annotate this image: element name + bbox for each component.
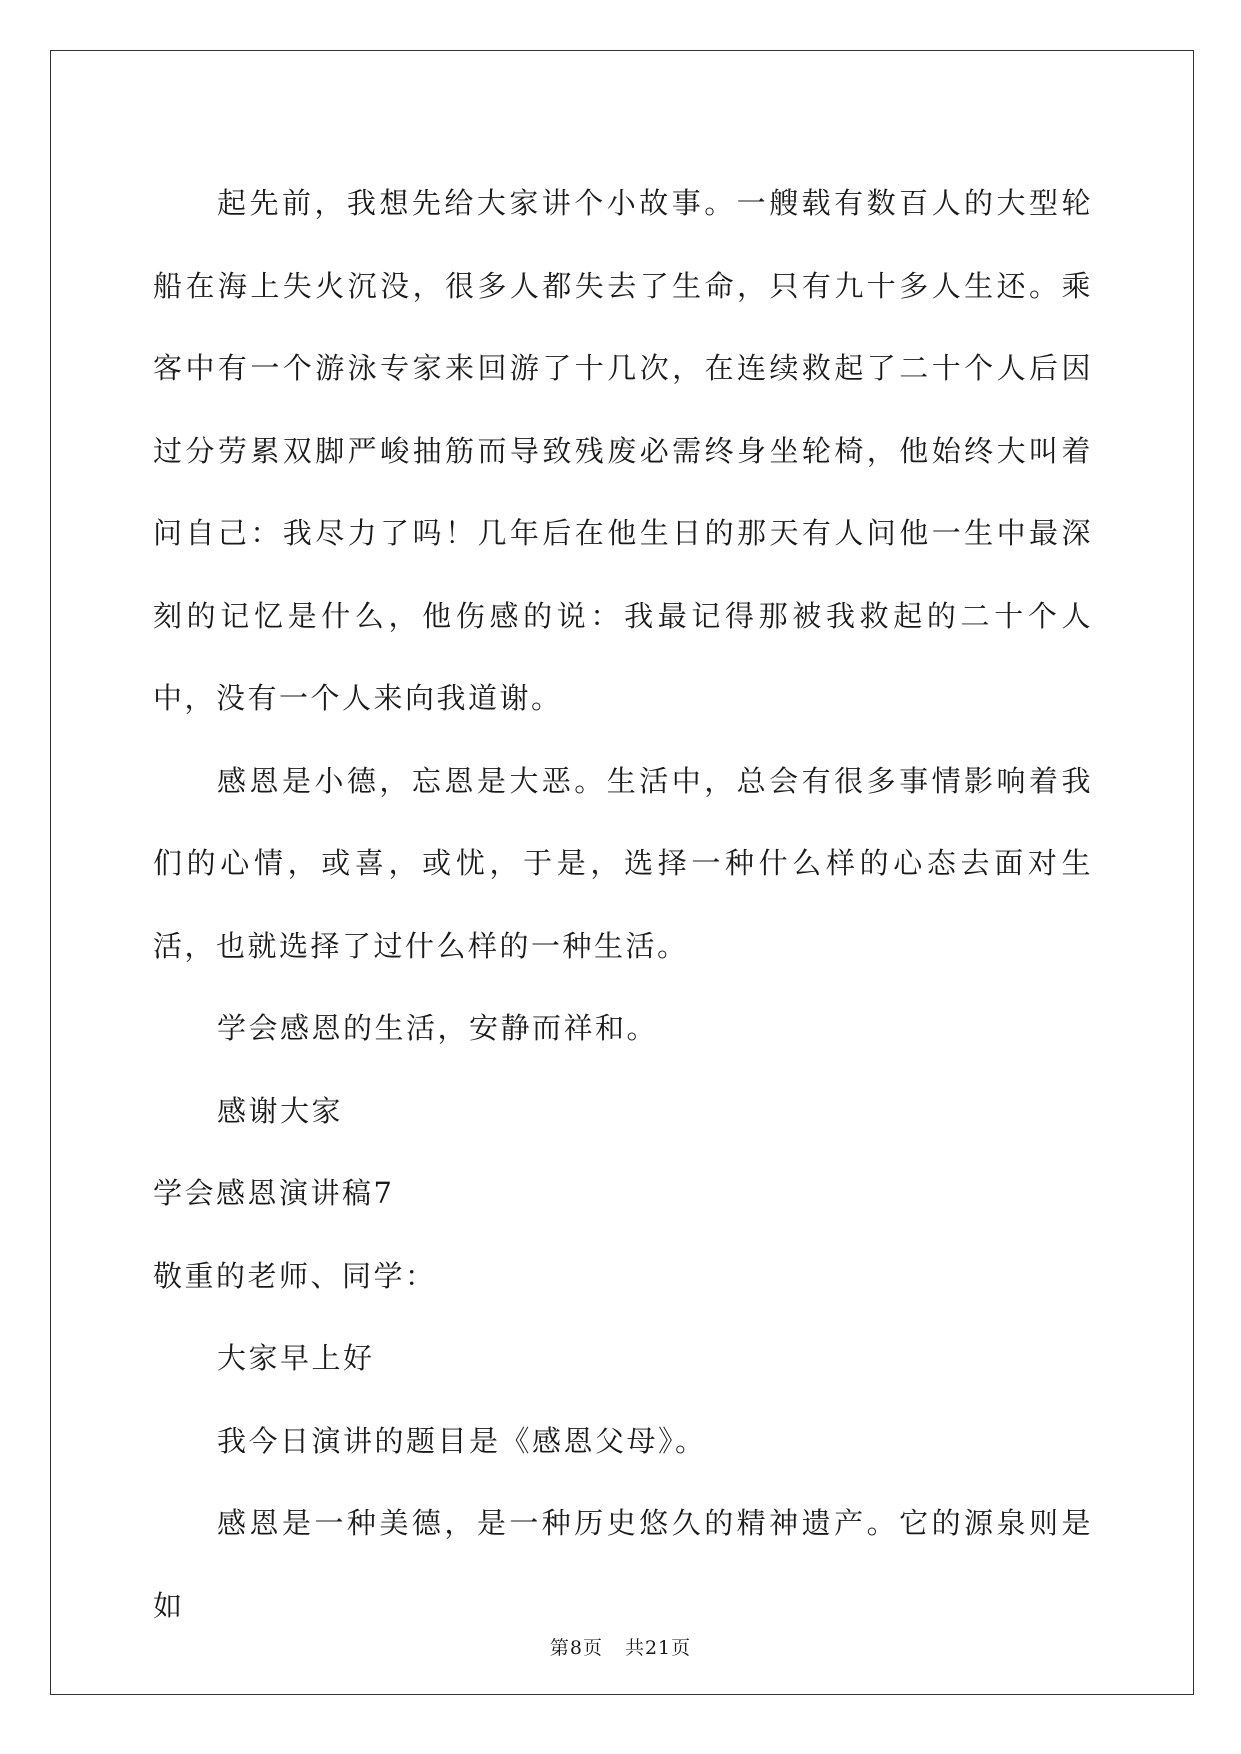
document-body [153,162,1093,1647]
paragraph-thanks: 感谢大家 [217,1093,344,1128]
paragraph-topic: 我今日演讲的题目是《感恩父母》。 [217,1423,707,1458]
section-heading: 学会感恩演讲稿7 [153,1176,395,1210]
paragraph-gratitude-virtue: 感恩是小德，忘恩是大恶。生活中，总会有很多事情影响着我们的心情，或喜，或忧，于是，选择一种什么样的心态去面对生活，也就选择了过什么样的一种生活。 [153,763,1093,963]
total-pages: 共21页 [624,1637,692,1659]
paragraph-story: 起先前，我想先给大家讲个小故事。一艘载有数百人的大型轮船在海上失火沉没，很多人都失去了生命，只有九十多人生还。乘客中有一个游泳专家来回游了十几次，在连续救起了二十个人后因过分劳累双脚严峻抽筋而导致残废必需终身坐轮椅，他始终大叫着问自己：我尽力了吗！几年后在他生日的那天有人问他一生中最深刻的记忆是什么，他伤感的说：我最记得那被我救起的二十个人中，没有一个人来向我道谢。 [153,186,1093,715]
paragraph-greeting: 大家早上好 [217,1341,375,1375]
paragraph-virtue: 感恩是一种美德，是一种历史悠久的精神遗产。它的源泉则是如 [153,1506,1093,1623]
salutation: 敬重的老师、同学： [153,1258,437,1293]
paragraph-grateful-life: 学会感恩的生活，安静而祥和。 [217,1011,659,1045]
page-footer [0,1633,1241,1660]
current-page-number: 第8页 [549,1637,603,1659]
